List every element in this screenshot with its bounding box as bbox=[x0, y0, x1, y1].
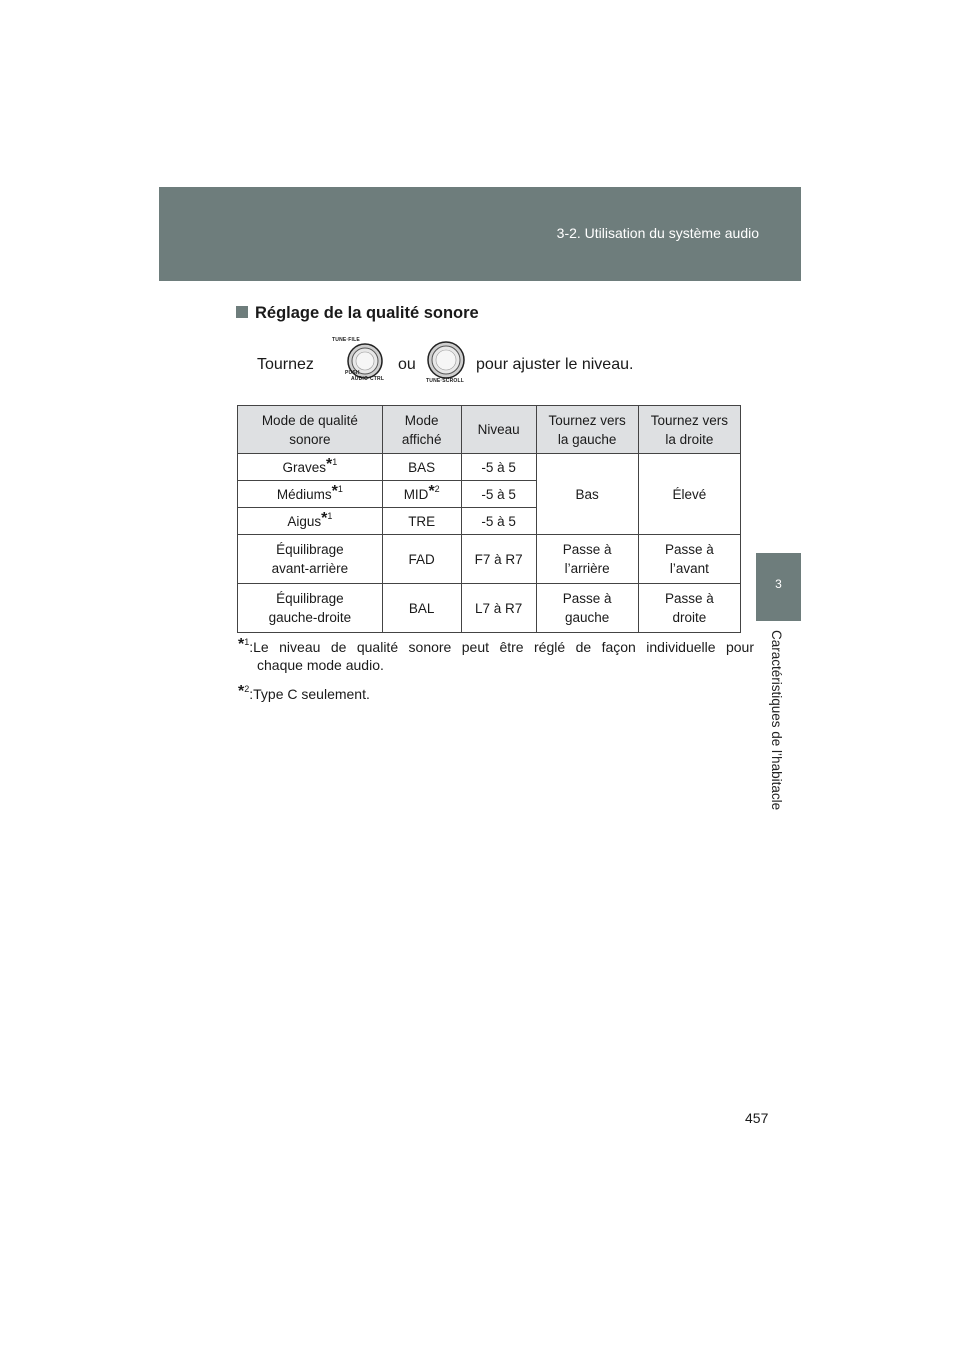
bullet-square-icon bbox=[236, 306, 248, 318]
cell-mode bbox=[238, 481, 383, 508]
footnote-2 bbox=[238, 684, 370, 704]
mode-line2: gauche-droite bbox=[268, 610, 352, 625]
note-ref: 1 bbox=[332, 456, 338, 467]
cell-turn-left bbox=[536, 584, 638, 633]
header-left-line1: Tournez vers bbox=[548, 412, 626, 428]
display-text: MID bbox=[403, 486, 429, 502]
mode-line2: avant-arrière bbox=[271, 561, 349, 576]
asterisk: * bbox=[428, 482, 435, 500]
chapter-title: 3-2. Utilisation du système audio bbox=[556, 225, 759, 241]
knob2-bottom-label: TUNE·SCROLL bbox=[426, 378, 465, 384]
left-line1: Passe à bbox=[562, 591, 612, 606]
cell-mode bbox=[238, 584, 383, 633]
table-row bbox=[238, 584, 741, 633]
instruction-line bbox=[257, 337, 677, 386]
section-heading bbox=[236, 304, 479, 323]
right-line2: droite bbox=[672, 610, 707, 625]
cell-turn-right bbox=[638, 584, 740, 633]
chapter-tab-number: 3 bbox=[775, 577, 782, 591]
header-mode bbox=[238, 406, 383, 454]
instruction-text-1: Tournez bbox=[257, 356, 314, 373]
right-line1: Passe à bbox=[664, 542, 714, 557]
instruction-text-3: pour ajuster le niveau. bbox=[476, 356, 634, 373]
header-mode-line1: Mode de qualité bbox=[261, 412, 358, 428]
footnote-1 bbox=[238, 637, 754, 657]
page-number: 457 bbox=[745, 1110, 769, 1126]
header-display-line1: Mode bbox=[404, 412, 439, 428]
note-ref: 2 bbox=[434, 483, 440, 494]
right-line1: Passe à bbox=[664, 591, 714, 606]
sound-quality-table bbox=[237, 405, 741, 633]
cell-display: BAL bbox=[382, 584, 461, 633]
asterisk: * bbox=[238, 636, 245, 653]
knob1-push-label: PUSH bbox=[345, 370, 360, 376]
knob1-top-label: TUNE·FILE bbox=[332, 337, 360, 343]
cell-mode bbox=[238, 508, 383, 535]
table-header-row bbox=[238, 406, 741, 454]
footnote-marker: 1 bbox=[244, 637, 250, 647]
mode-text: Médiums bbox=[276, 486, 332, 502]
note-ref: 1 bbox=[327, 510, 333, 521]
section-heading-text: Réglage de la qualité sonore bbox=[255, 304, 479, 322]
footnote-1-text: :Le niveau de qualité sonore peut être réglé de façon individuelle pour bbox=[249, 639, 754, 655]
asterisk: * bbox=[321, 509, 328, 527]
mode-text: Graves bbox=[282, 459, 326, 475]
cell-display: FAD bbox=[382, 535, 461, 584]
cell-turn-left-merged: Bas bbox=[536, 454, 638, 535]
cell-level: -5 à 5 bbox=[461, 454, 536, 481]
asterisk: * bbox=[331, 482, 338, 500]
left-line2: l’arrière bbox=[564, 561, 610, 576]
instruction-text-2: ou bbox=[398, 356, 416, 373]
table-row bbox=[238, 535, 741, 584]
chapter-header-bar bbox=[159, 187, 801, 281]
knob1-bottom-label: AUDIO·CTRL bbox=[351, 376, 385, 382]
cell-turn-right bbox=[638, 535, 740, 584]
chapter-tab bbox=[756, 553, 801, 621]
mode-line1: Équilibrage bbox=[276, 591, 344, 606]
header-right-line2: la droite bbox=[665, 431, 714, 447]
cell-display bbox=[382, 481, 461, 508]
footnote-2-text: :Type C seulement. bbox=[249, 686, 370, 702]
cell-display: BAS bbox=[382, 454, 461, 481]
asterisk: * bbox=[238, 683, 245, 700]
cell-level: -5 à 5 bbox=[461, 508, 536, 535]
footnote-1-continuation: chaque mode audio. bbox=[257, 657, 384, 673]
header-display-line2: affiché bbox=[401, 431, 442, 447]
header-turn-right bbox=[638, 406, 740, 454]
cell-level: L7 à R7 bbox=[461, 584, 536, 633]
note-ref: 1 bbox=[337, 483, 343, 494]
header-left-line2: la gauche bbox=[557, 431, 617, 447]
asterisk: * bbox=[325, 455, 333, 473]
tune-file-knob-icon bbox=[317, 337, 387, 386]
footnote-marker: 2 bbox=[244, 684, 250, 694]
table-row bbox=[238, 454, 741, 481]
cell-display: TRE bbox=[382, 508, 461, 535]
header-display bbox=[382, 406, 461, 454]
left-line2: gauche bbox=[565, 610, 610, 625]
cell-mode bbox=[238, 535, 383, 584]
right-line2: l’avant bbox=[669, 561, 709, 576]
mode-text: Aigus bbox=[287, 513, 322, 529]
cell-level: F7 à R7 bbox=[461, 535, 536, 584]
header-mode-line2: sonore bbox=[289, 431, 331, 447]
header-turn-left bbox=[536, 406, 638, 454]
cell-level: -5 à 5 bbox=[461, 481, 536, 508]
cell-turn-left bbox=[536, 535, 638, 584]
cell-mode bbox=[238, 454, 383, 481]
chapter-side-label: Caractéristiques de l’habitacle bbox=[769, 630, 784, 811]
mode-line1: Équilibrage bbox=[276, 542, 344, 557]
header-right-line1: Tournez vers bbox=[650, 412, 729, 428]
left-line1: Passe à bbox=[562, 542, 612, 557]
header-level: Niveau bbox=[461, 406, 536, 454]
cell-turn-right-merged: Élevé bbox=[638, 454, 740, 535]
